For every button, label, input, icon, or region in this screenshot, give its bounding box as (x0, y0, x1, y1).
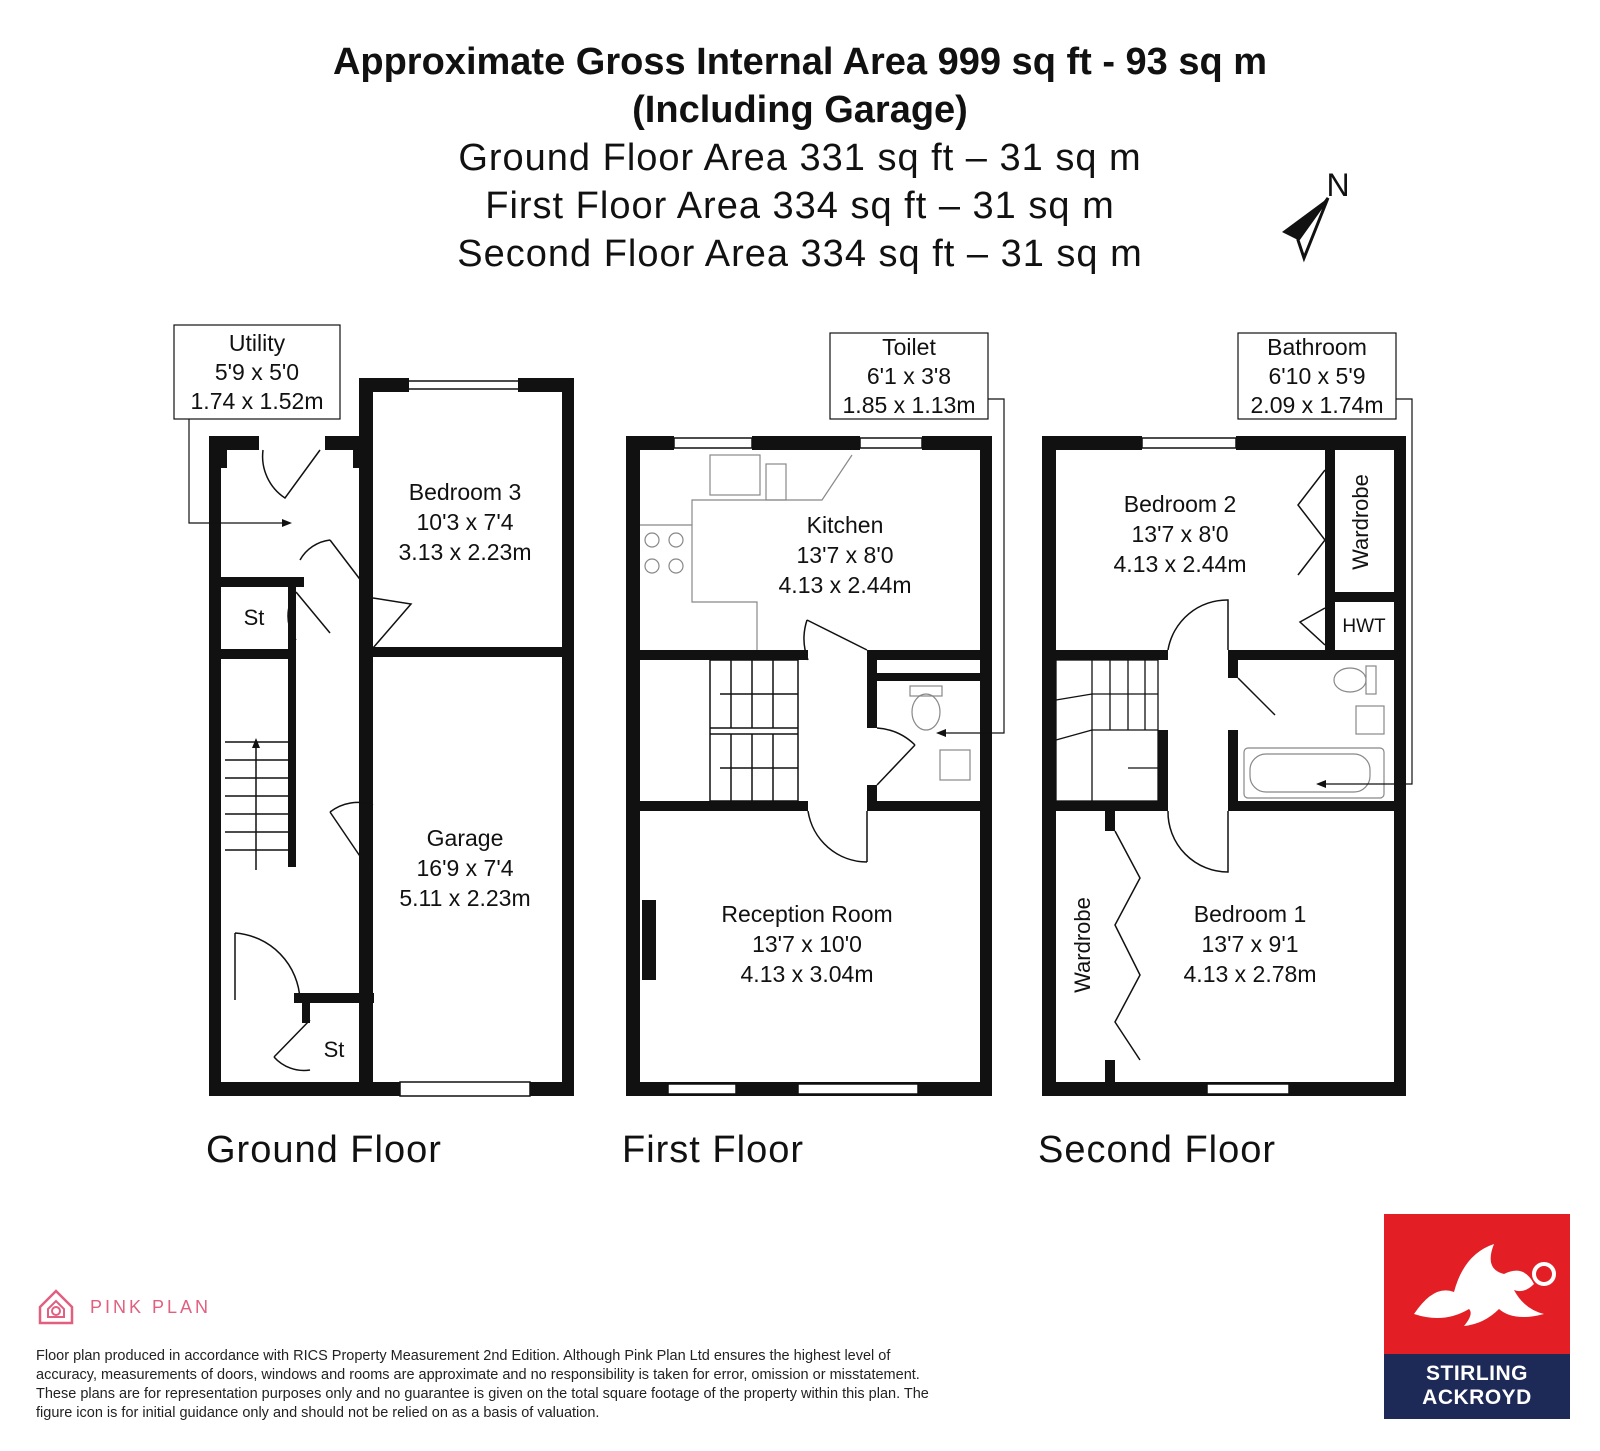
reception-label: Reception Room (721, 901, 893, 927)
kitchen-imperial: 13'7 x 8'0 (796, 542, 894, 568)
second-floor-label: Second Floor (1038, 1129, 1277, 1171)
bedroom2-label: Bedroom 2 (1123, 491, 1237, 517)
bathroom-imperial: 6'10 x 5'9 (1268, 363, 1366, 389)
reception-imperial: 13'7 x 10'0 (752, 931, 862, 957)
including-garage-note: (Including Garage) (632, 89, 968, 131)
first-floor-label: First Floor (622, 1129, 804, 1171)
utility-metric: 1.74 x 1.52m (190, 388, 324, 414)
logo-line-1: STIRLING (1426, 1362, 1528, 1385)
store-label-1: St (243, 605, 265, 630)
bedroom3-label: Bedroom 3 (408, 479, 522, 505)
disclaimer-text: Floor plan produced in accordance with RICS Property Measurement 2nd Edition. Although Pink Plan Ltd ensures the highest level of accuracy, measurements of doors, windows and rooms are approximate and no responsibility is taken for error, omission or misstatement. These plans are for representation purposes only and no guarantee is given on the total square footage of the property within this plan. The figure icon is for initial guidance only and should not be relied on as a basis of valuation. (36, 1348, 929, 1421)
stirling-ackroyd-logo (1384, 1214, 1570, 1419)
garage-imperial: 16'9 x 7'4 (416, 855, 514, 881)
bedroom1-imperial: 13'7 x 9'1 (1201, 931, 1299, 957)
second-floor-plan (1038, 333, 1412, 1171)
bathroom-label: Bathroom (1267, 334, 1367, 360)
second-floor-area: Second Floor Area 334 sq ft – 31 sq m (457, 233, 1143, 275)
griffin-icon (1384, 1214, 1570, 1354)
first-floor-area: First Floor Area 334 sq ft – 31 sq m (485, 185, 1115, 227)
bedroom3-metric: 3.13 x 2.23m (398, 539, 532, 565)
pinkplan-branding (36, 1287, 211, 1327)
utility-label: Utility (228, 330, 286, 356)
pinkplan-logo-icon (36, 1287, 76, 1327)
wardrobe-label-2: Wardrobe (1070, 897, 1095, 993)
first-floor-plan (622, 333, 1004, 1171)
bedroom2-metric: 4.13 x 2.44m (1113, 551, 1247, 577)
pinkplan-name: PINK PLAN (90, 1296, 212, 1317)
logo-wordmark (1384, 1354, 1570, 1419)
kitchen-metric: 4.13 x 2.44m (778, 572, 912, 598)
logo-line-2: ACKROYD (1422, 1386, 1532, 1409)
reception-metric: 4.13 x 3.04m (740, 961, 874, 987)
bedroom1-metric: 4.13 x 2.78m (1183, 961, 1317, 987)
toilet-metric: 1.85 x 1.13m (842, 392, 976, 418)
bathroom-metric: 2.09 x 1.74m (1250, 392, 1384, 418)
logo-emblem (1384, 1214, 1570, 1354)
bedroom3-imperial: 10'3 x 7'4 (416, 509, 514, 535)
utility-imperial: 5'9 x 5'0 (214, 359, 300, 385)
garage-label: Garage (426, 825, 504, 851)
bedroom2-imperial: 13'7 x 8'0 (1131, 521, 1229, 547)
toilet-imperial: 6'1 x 3'8 (866, 363, 952, 389)
toilet-label: Toilet (882, 334, 936, 360)
wardrobe-label-1: Wardrobe (1348, 474, 1373, 570)
garage-metric: 5.11 x 2.23m (399, 885, 531, 911)
bedroom1-label: Bedroom 1 (1193, 901, 1307, 927)
store-label-2: St (323, 1037, 345, 1062)
north-label: N (1326, 167, 1350, 203)
ground-floor-label: Ground Floor (206, 1129, 442, 1171)
hwt-label: HWT (1342, 616, 1386, 637)
kitchen-label: Kitchen (806, 512, 884, 538)
gross-area-title: Approximate Gross Internal Area 999 sq ft - 93 sq m (332, 41, 1268, 83)
ground-floor-plan (174, 325, 574, 1171)
north-arrow-icon (1282, 167, 1350, 258)
ground-floor-area: Ground Floor Area 331 sq ft – 31 sq m (458, 137, 1142, 179)
